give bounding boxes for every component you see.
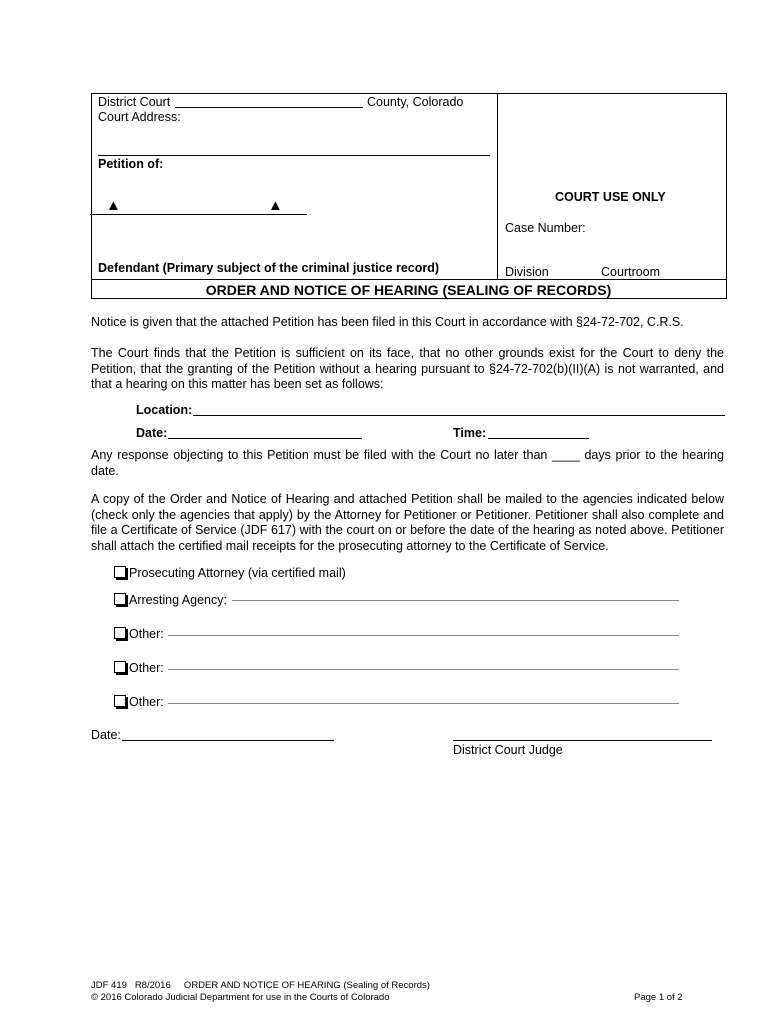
hearing-time-label: Time:	[453, 426, 487, 440]
mailing-paragraph: A copy of the Order and Notice of Hearing and attached Petition shall be mailed to the agencies indicated below (check only the agencies that apply) by the Attorney for Petitioner or Petitioner. Petitioner shall also complete and file a Certificate of Service (JDF 617) with the court on or before the date of the hearing as noted above. Petitioner shall attach the certified mail receipts for the prosecuting attorney to the Certificate of Service.	[91, 492, 724, 553]
agency-label: Other:	[129, 695, 164, 709]
response-paragraph: Any response objecting to this Petition must be filed with the Court no later than ____ days prior to the hearing date.	[91, 448, 724, 478]
court-address-label: Court Address:	[98, 110, 181, 124]
caption-divider-vertical	[497, 93, 498, 279]
signature-date-label: Date:	[91, 728, 121, 742]
checkbox-icon[interactable]	[114, 627, 126, 639]
judge-signature-line[interactable]	[453, 728, 712, 741]
footer-page-number: Page 1 of 2	[634, 992, 683, 1003]
agency-item-other-1[interactable]	[114, 627, 164, 641]
judge-label: District Court Judge	[453, 743, 563, 757]
hearing-time-field[interactable]	[488, 426, 589, 439]
agency-item-other-2[interactable]	[114, 661, 164, 675]
court-address-field[interactable]	[98, 145, 490, 156]
agency-label: Other:	[129, 627, 164, 641]
notice-paragraph: Notice is given that the attached Petition has been filed in this Court in accordance with §24-72-702, C.R.S.	[91, 315, 684, 329]
case-number-label: Case Number:	[505, 221, 586, 235]
location-label: Location:	[136, 403, 193, 417]
findings-paragraph: The Court finds that the Petition is sufficient on its face, that no other grounds exist for the Court to deny the Petition, that the granting of the Petition without a hearing pursuant to §24-72-702(b)(II)(A) is not warranted, and that a hearing on this matter has been set as follows:	[91, 346, 724, 391]
checkbox-icon[interactable]	[114, 566, 126, 578]
checkbox-icon[interactable]	[114, 661, 126, 673]
other-agency-field-1[interactable]	[168, 635, 679, 636]
petition-of-label: Petition of:	[98, 157, 164, 171]
document-title: ORDER AND NOTICE OF HEARING (SEALING OF RECORDS)	[205, 282, 612, 298]
checkbox-icon[interactable]	[114, 695, 126, 707]
hearing-date-label: Date:	[136, 426, 168, 440]
county-label: County, Colorado	[367, 95, 464, 109]
agency-label: Prosecuting Attorney (via certified mail)	[129, 566, 346, 580]
agency-item-prosecuting-attorney[interactable]	[114, 566, 346, 580]
agency-label: Arresting Agency:	[129, 593, 227, 607]
checkbox-icon[interactable]	[114, 593, 126, 605]
defendant-label: Defendant (Primary subject of the criminal justice record)	[98, 261, 440, 275]
district-court-label: District Court	[98, 95, 171, 109]
signature-date-field[interactable]	[122, 728, 334, 741]
footer-form-id: JDF 419 R8/2016 ORDER AND NOTICE OF HEARING (Sealing of Records)	[91, 980, 430, 991]
other-agency-field-3[interactable]	[168, 703, 679, 704]
triangle-marker-left: ▲	[106, 197, 121, 214]
other-agency-field-2[interactable]	[168, 669, 679, 670]
hearing-date-field[interactable]	[168, 426, 362, 439]
agency-item-arresting-agency[interactable]	[114, 593, 227, 607]
court-use-only-label: COURT USE ONLY	[555, 190, 666, 204]
division-label: Division	[505, 265, 549, 279]
footer-copyright: © 2016 Colorado Judicial Department for use in the Courts of Colorado	[91, 992, 390, 1003]
caption-divider-horizontal	[91, 279, 726, 280]
county-name-field[interactable]	[175, 94, 363, 108]
triangle-marker-right: ▲	[268, 197, 283, 214]
courtroom-label: Courtroom	[601, 265, 661, 279]
location-field[interactable]	[193, 403, 725, 416]
arresting-agency-field[interactable]	[232, 600, 679, 601]
petitioner-name-field[interactable]	[90, 204, 307, 215]
agency-item-other-3[interactable]	[114, 695, 164, 709]
agency-label: Other:	[129, 661, 164, 675]
